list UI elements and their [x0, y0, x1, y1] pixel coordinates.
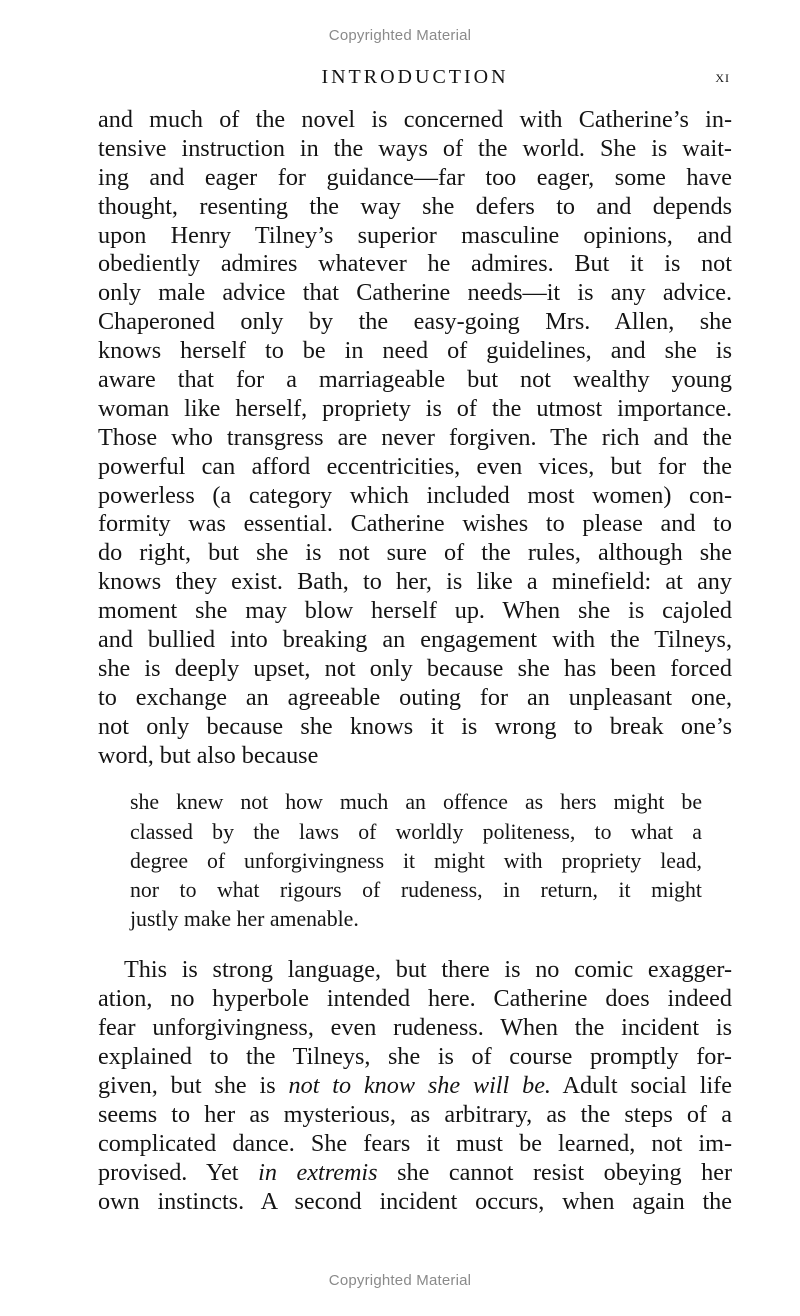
text-line: upon Henry Tilney’s superior masculine opinions, and — [98, 221, 732, 249]
text-line — [98, 1159, 732, 1188]
page-body — [98, 106, 732, 1216]
text-line: only male advice that Catherine needs—it is any advice. — [98, 279, 732, 307]
text-line: fear unforgivingness, even rudeness. When the incident is — [98, 1014, 732, 1042]
text-line: and bullied into breaking an engagement with the Tilneys, — [98, 626, 732, 654]
quote-line: justly make her amenable. — [130, 907, 359, 932]
page-header — [98, 66, 732, 96]
copyright-watermark-top: Copyrighted Material — [328, 27, 472, 44]
text-line: do right, but she is not sure of the rules, although she — [98, 539, 732, 567]
text-line: not only because she knows it is wrong to break one’s — [98, 712, 732, 740]
text-line: she is deeply upset, not only because she has been forced — [98, 654, 732, 682]
text-line: formity was essential. Catherine wishes to please and to — [98, 510, 732, 538]
text-line: woman like herself, propriety is of the utmost importance. — [98, 394, 732, 422]
text-line: powerful can afford eccentricities, even vices, but for the — [98, 452, 732, 480]
text-line: own instincts. A second incident occurs, when again the — [98, 1187, 732, 1215]
paragraph-1 — [98, 106, 732, 770]
quote-line: nor to what rigours of rudeness, in return, it might — [130, 878, 702, 903]
text-segment: she cannot resist obeying her — [377, 1158, 732, 1186]
text-line: knows they exist. Bath, to her, is like a minefield: at any — [98, 568, 732, 596]
text-line: Those who transgress are never forgiven. The rich and the — [98, 423, 732, 451]
text-line: powerless (a category which included most women) con- — [98, 481, 732, 509]
running-head: INTRODUCTION — [321, 66, 509, 88]
quote-line: she knew not how much an offence as hers might be — [130, 790, 702, 815]
text-segment: Adult social life — [550, 1071, 732, 1099]
text-line: word, but also because — [98, 741, 319, 769]
text-line — [98, 1072, 732, 1101]
text-line: thought, resenting the way she defers to and depends — [98, 192, 732, 220]
text-line: complicated dance. She fears it must be learned, not im- — [98, 1129, 732, 1157]
text-segment: provised. Yet — [98, 1158, 259, 1186]
copyright-watermark-bottom: Copyrighted Material — [328, 1272, 472, 1289]
paragraph-2 — [98, 956, 732, 1216]
text-line: aware that for a marriageable but not wealthy young — [98, 366, 732, 394]
text-line: This is strong language, but there is no comic exagger- — [124, 956, 732, 984]
text-line: seems to her as mysterious, as arbitrary, as the steps of a — [98, 1100, 732, 1128]
text-line: Chaperoned only by the easy-going Mrs. Allen, she — [98, 308, 732, 336]
text-line: explained to the Tilneys, she is of course promptly for- — [98, 1043, 732, 1071]
quote-line: degree of unforgivingness it might with propriety lead, — [130, 848, 702, 873]
text-line: obediently admires whatever he admires. But it is not — [98, 250, 732, 278]
text-line: to exchange an agreeable outing for an unpleasant one, — [98, 683, 732, 711]
page-number: xi — [715, 67, 730, 86]
text-line: moment she may blow herself up. When she is cajoled — [98, 597, 732, 625]
text-segment: given, but she is — [98, 1071, 289, 1099]
block-quote — [130, 788, 702, 934]
text-line: and much of the novel is concerned with Catherine’s in- — [98, 106, 732, 133]
text-line: knows herself to be in need of guidelines, and she is — [98, 337, 732, 365]
italic-phrase: in extremis — [258, 1158, 378, 1186]
italic-phrase: not to know she will be. — [288, 1071, 551, 1099]
text-line: tensive instruction in the ways of the world. She is wait- — [98, 134, 732, 162]
text-line: ing and eager for guidance—far too eager, some have — [98, 163, 732, 191]
text-line: ation, no hyperbole intended here. Catherine does indeed — [98, 985, 732, 1013]
quote-line: classed by the laws of worldly politeness, to what a — [130, 819, 702, 844]
